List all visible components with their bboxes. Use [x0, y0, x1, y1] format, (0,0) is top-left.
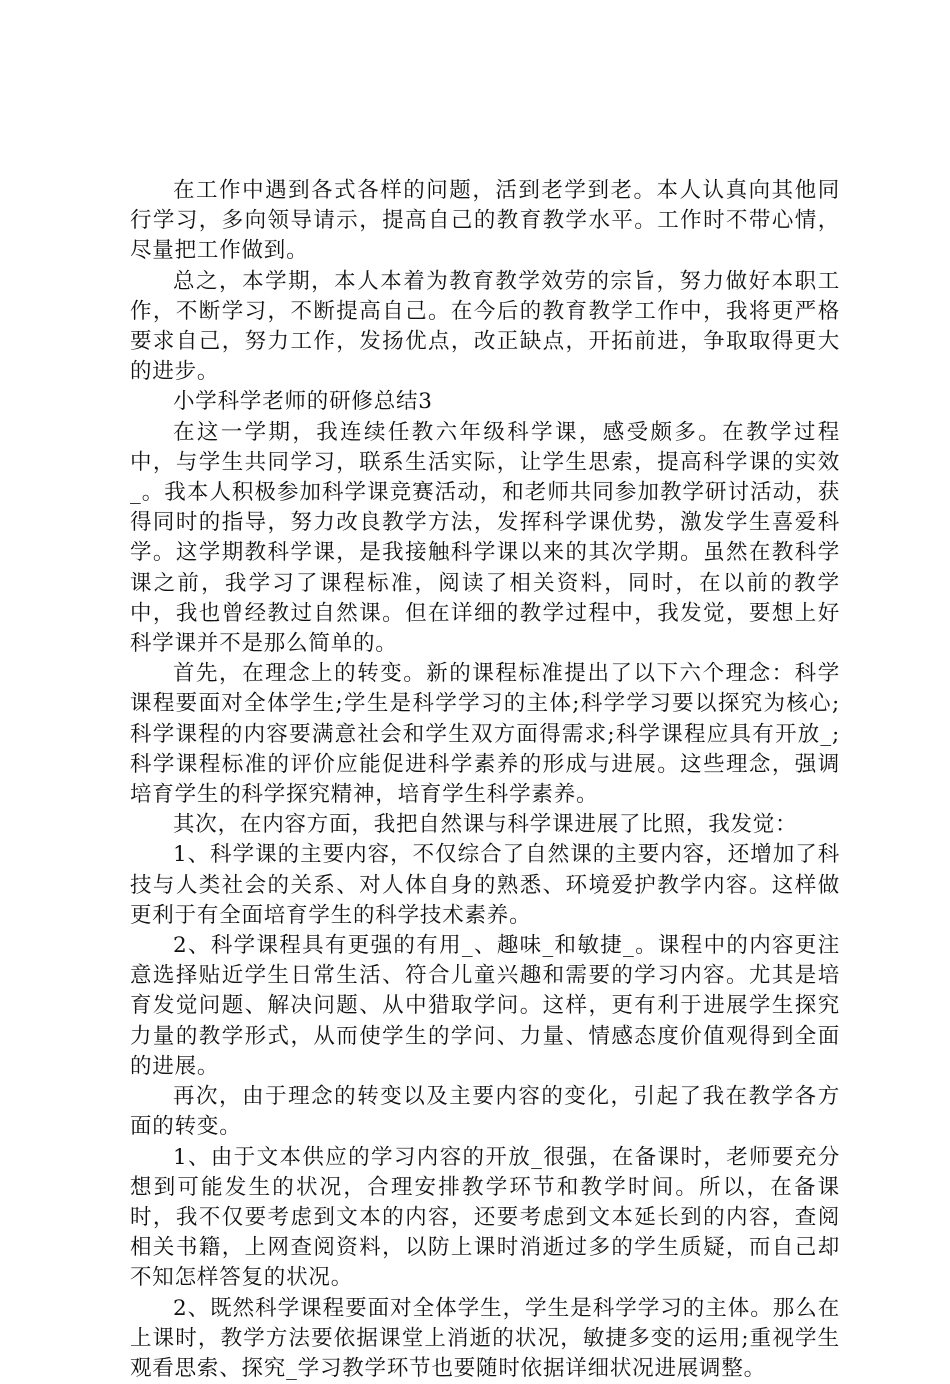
paragraph: 2、既然科学课程要面对全体学生，学生是科学学习的主体。那么在上课时，教学方法要依据课堂上消逝的状况，敏捷多变的运用;重视学生观看思索、探究_学习教学环节也要随时依据详细状况进展调整。 [130, 1295, 840, 1381]
paragraph: 总之，本学期，本人本着为教育教学效劳的宗旨，努力做好本职工作，不断学习，不断提高自己。在今后的教育教学工作中，我将更严格要求自己，努力工作，发扬优点，改正缺点，开拓前进，争取取得更大的进步。 [130, 268, 840, 385]
paragraph: 在工作中遇到各式各样的问题，活到老学到老。本人认真向其他同行学习，多向领导请示，提高自己的教育教学水平。工作时不带心情，尽量把工作做到。 [130, 178, 840, 264]
paragraph: 2、科学课程具有更强的有用_、趣味_和敏捷_。课程中的内容更注意选择贴近学生日常生活、符合儿童兴趣和需要的学习内容。尤其是培育发觉问题、解决问题、从中猎取学问。这样，更有利于进展学生探究力量的教学形式，从而使学生的学问、力量、情感态度价值观得到全面的进展。 [130, 933, 840, 1079]
document-page [130, 176, 840, 1384]
paragraph: 在这一学期，我连续任教六年级科学课，感受颇多。在教学过程中，与学生共同学习，联系生活实际，让学生思索，提高科学课的实效_。我本人积极参加科学课竞赛活动，和老师共同参加教学研讨活动，获得同时的指导，努力改良教学方法，发挥科学课优势，激发学生喜爱科学。这学期教科学课，是我接触科学课以来的其次学期。虽然在教科学课之前，我学习了课程标准，阅读了相关资料，同时，在以前的教学中，我也曾经教过自然课。但在详细的教学过程中，我发觉，要想上好科学课并不是那么简单的。 [130, 419, 840, 657]
paragraph: 再次，由于理念的转变以及主要内容的变化，引起了我在教学各方面的转变。 [130, 1084, 840, 1140]
paragraph: 首先，在理念上的转变。新的课程标准提出了以下六个理念：科学课程要面对全体学生;学生是科学学习的主体;科学学习要以探究为核心;科学课程的内容要满意社会和学生双方面得需求;科学课程应具有开放_;科学课程标准的评价应能促进科学素养的形成与进展。这些理念，强调培育学生的科学探究精神，培育学生科学素养。 [130, 661, 840, 808]
section-title: 小学科学老师的研修总结3 [173, 389, 433, 415]
paragraph: 其次，在内容方面，我把自然课与科学课进展了比照，我发觉： [173, 812, 798, 838]
paragraph: 1、由于文本供应的学习内容的开放_很强，在备课时，老师要充分想到可能发生的状况，合理安排教学环节和教学时间。所以，在备课时，我不仅要考虑到文本的内容，还要考虑到文本延长到的内容，查阅相关书籍，上网查阅资料，以防上课时消逝过多的学生质疑，而自己却不知怎样答复的状况。 [130, 1144, 840, 1291]
paragraph: 1、科学课的主要内容，不仅综合了自然课的主要内容，还增加了科技与人类社会的关系、对人体自身的熟悉、环境爱护教学内容。这样做更利于有全面培育学生的科学技术素养。 [130, 842, 840, 928]
